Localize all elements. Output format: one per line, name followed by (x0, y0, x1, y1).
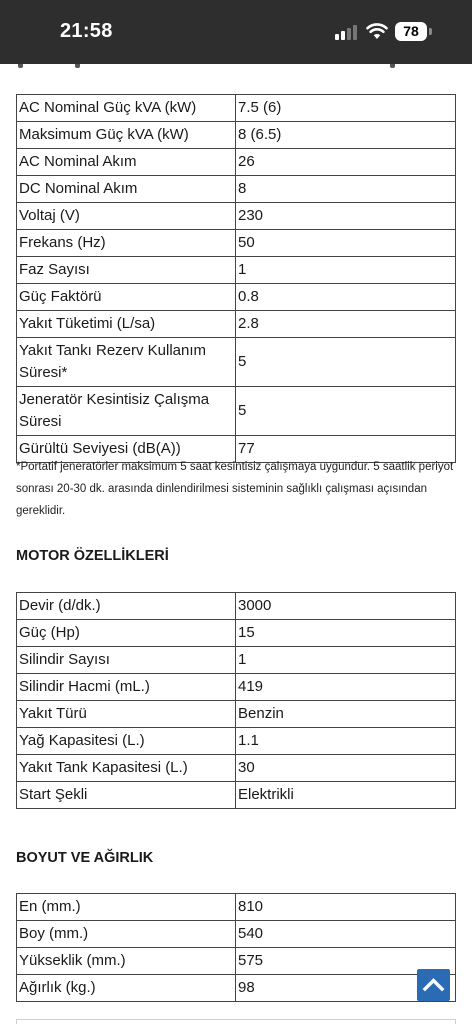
spec-value: 810 (236, 894, 456, 921)
table-row (17, 975, 456, 1002)
table-row (17, 230, 456, 257)
spec-label: Devir (d/dk.) (17, 593, 236, 620)
table-row (17, 674, 456, 701)
spec-label: Silindir Hacmi (mL.) (17, 674, 236, 701)
table-row (17, 284, 456, 311)
spec-label: Gürültü Seviyesi (dB(A)) (17, 436, 236, 463)
spec-label: Faz Sayısı (17, 257, 236, 284)
table-row (17, 338, 456, 387)
spec-label: Maksimum Güç kVA (kW) (17, 122, 236, 149)
table-row (17, 782, 456, 809)
table-row (17, 387, 456, 436)
table-row (17, 593, 456, 620)
spec-value: 540 (236, 921, 456, 948)
footnote: *Portatif jeneratörler maksimum 5 saat kesintisiz çalışmaya uygundur. 5 saatlik periyot sonrası 20-30 dk. arasında dinlendirilmesi sisteminin sağlıklı çalışması açısından gereklidir. (16, 461, 454, 517)
spec-value: 1.1 (236, 728, 456, 755)
spec-value: 0.8 (236, 284, 456, 311)
motor-spec-table (16, 592, 456, 809)
table-row (17, 755, 456, 782)
table-row (17, 311, 456, 338)
table-row (17, 95, 456, 122)
spec-value: 7.5 (6) (236, 95, 456, 122)
spec-value: 8 (6.5) (236, 122, 456, 149)
chevron-up-icon (417, 969, 450, 1001)
battery-icon: 78 (395, 22, 427, 41)
table-row (17, 894, 456, 921)
spec-value: 5 (236, 387, 456, 436)
table-row (17, 647, 456, 674)
spec-label: Silindir Sayısı (17, 647, 236, 674)
spec-label: En (mm.) (17, 894, 236, 921)
spec-label: Frekans (Hz) (17, 230, 236, 257)
spec-label: Yakıt Türü (17, 701, 236, 728)
dimension-section-title: BOYUT VE AĞIRLIK (16, 850, 154, 866)
spec-value: 77 (236, 436, 456, 463)
table-row (17, 122, 456, 149)
spec-label: Ağırlık (kg.) (17, 975, 236, 1002)
status-time: 21:58 (60, 20, 113, 42)
spec-value: 98 (236, 975, 456, 1002)
spec-label: Voltaj (V) (17, 203, 236, 230)
spec-value: 5 (236, 338, 456, 387)
spec-label: Yükseklik (mm.) (17, 948, 236, 975)
spec-label: Güç (Hp) (17, 620, 236, 647)
wifi-icon (366, 22, 388, 40)
spec-value: 50 (236, 230, 456, 257)
spec-label: Start Şekli (17, 782, 236, 809)
spec-value: 1 (236, 647, 456, 674)
spec-label: Yakıt Tüketimi (L/sa) (17, 311, 236, 338)
spec-label: AC Nominal Akım (17, 149, 236, 176)
spec-value: 8 (236, 176, 456, 203)
dimension-spec-table (16, 893, 456, 1002)
spec-value: 1 (236, 257, 456, 284)
battery-tip (429, 28, 432, 35)
status-bar (0, 0, 472, 64)
spec-label: Yakıt Tank Kapasitesi (L.) (17, 755, 236, 782)
table-row (17, 176, 456, 203)
table-row (17, 921, 456, 948)
spec-label: AC Nominal Güç kVA (kW) (17, 95, 236, 122)
spec-value: 15 (236, 620, 456, 647)
spec-label: Güç Faktörü (17, 284, 236, 311)
spec-value: 3000 (236, 593, 456, 620)
electrical-spec-table (16, 94, 456, 463)
spec-label: Yağ Kapasitesi (L.) (17, 728, 236, 755)
spec-value: 419 (236, 674, 456, 701)
table-row (17, 728, 456, 755)
spec-value: Benzin (236, 701, 456, 728)
table-row (17, 203, 456, 230)
spec-label: Jeneratör Kesintisiz Çalışma Süresi (17, 387, 236, 436)
next-section-edge (16, 1019, 456, 1024)
spec-value: 2.8 (236, 311, 456, 338)
spec-value: Elektrikli (236, 782, 456, 809)
spec-value: 230 (236, 203, 456, 230)
clipped-text-residue (0, 64, 472, 70)
spec-value: 26 (236, 149, 456, 176)
signal-icon (335, 24, 361, 40)
scroll-to-top-button[interactable] (417, 969, 450, 1001)
spec-value: 30 (236, 755, 456, 782)
table-row (17, 701, 456, 728)
table-row (17, 948, 456, 975)
spec-label: Yakıt Tankı Rezerv Kullanım Süresi* (17, 338, 236, 387)
table-row (17, 257, 456, 284)
motor-section-title: MOTOR ÖZELLİKLERİ (16, 548, 169, 564)
spec-label: DC Nominal Akım (17, 176, 236, 203)
table-row (17, 149, 456, 176)
spec-value: 575 (236, 948, 456, 975)
spec-label: Boy (mm.) (17, 921, 236, 948)
table-row (17, 620, 456, 647)
